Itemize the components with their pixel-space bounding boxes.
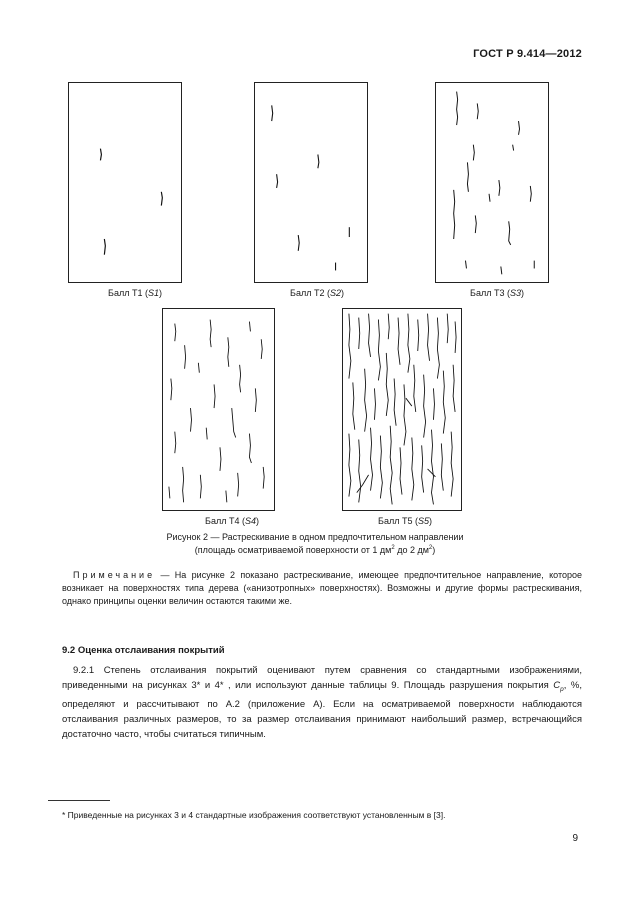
crack-pattern-t4 xyxy=(163,309,274,510)
standard-number: ГОСТ Р 9.414—2012 xyxy=(473,48,582,60)
crack-panel-t5 xyxy=(342,308,462,511)
caption-t1: Балл Т1 (S1) xyxy=(108,288,162,298)
figure-caption xyxy=(0,532,630,556)
note-paragraph xyxy=(62,569,582,608)
crack-panel-t4 xyxy=(162,308,275,511)
crack-pattern-t2 xyxy=(255,83,367,282)
crack-pattern-t5 xyxy=(343,309,461,510)
caption-t3: Балл Т3 (S3) xyxy=(470,288,524,298)
section-heading: 9.2 Оценка отслаивания покрытий xyxy=(62,645,225,656)
caption-t4: Балл Т4 (S4) xyxy=(205,516,259,526)
crack-pattern-t3 xyxy=(436,83,548,282)
note-text: — На рисунке 2 показано растрескивание, имеющее предпочтительное направление, которое возникает на поверхностях типа дерева («анизотропных» поверхностях). Возможны и другие формы растрескивания, однако принципы оценки величин остаются такими же. xyxy=(62,570,582,606)
crack-panel-t1 xyxy=(68,82,182,283)
crack-panel-t3 xyxy=(435,82,549,283)
figure-caption-line1: Рисунок 2 — Растрескивание в одном предпочтительном направлении xyxy=(166,532,464,542)
figure-caption-line2: (площадь осматриваемой поверхности от 1 $дм^2$ до 2 $дм^2$) xyxy=(194,545,436,555)
page-number: 9 xyxy=(572,833,578,844)
caption-t5: Балл Т5 (S5) xyxy=(378,516,432,526)
note-label: Примечание xyxy=(73,570,156,580)
crack-panel-t2 xyxy=(254,82,368,283)
footnote-rule xyxy=(48,800,110,801)
crack-pattern-t1 xyxy=(69,83,181,282)
footnote: * Приведенные на рисунках 3 и 4 стандартные изображения соответствуют установленным в [3]. xyxy=(62,810,446,820)
section-paragraph: 9.2.1 Степень отслаивания покрытий оценивают путем сравнения со стандартными изображениями, приведенными на рисунках 3* и 4* , или используют данные таблицы 9. Площадь разрушения покрытия $C_p$, %, определяют и рассчитывают по А.2 (приложение А). Если на осматриваемой поверхности наблюдаются отслаивания различных размеров, то за размер отслаивания принимают наибольший размер, встречающийся достаточно часто, чтобы считаться типичным. xyxy=(62,665,582,740)
caption-t2: Балл Т2 (S2) xyxy=(290,288,344,298)
